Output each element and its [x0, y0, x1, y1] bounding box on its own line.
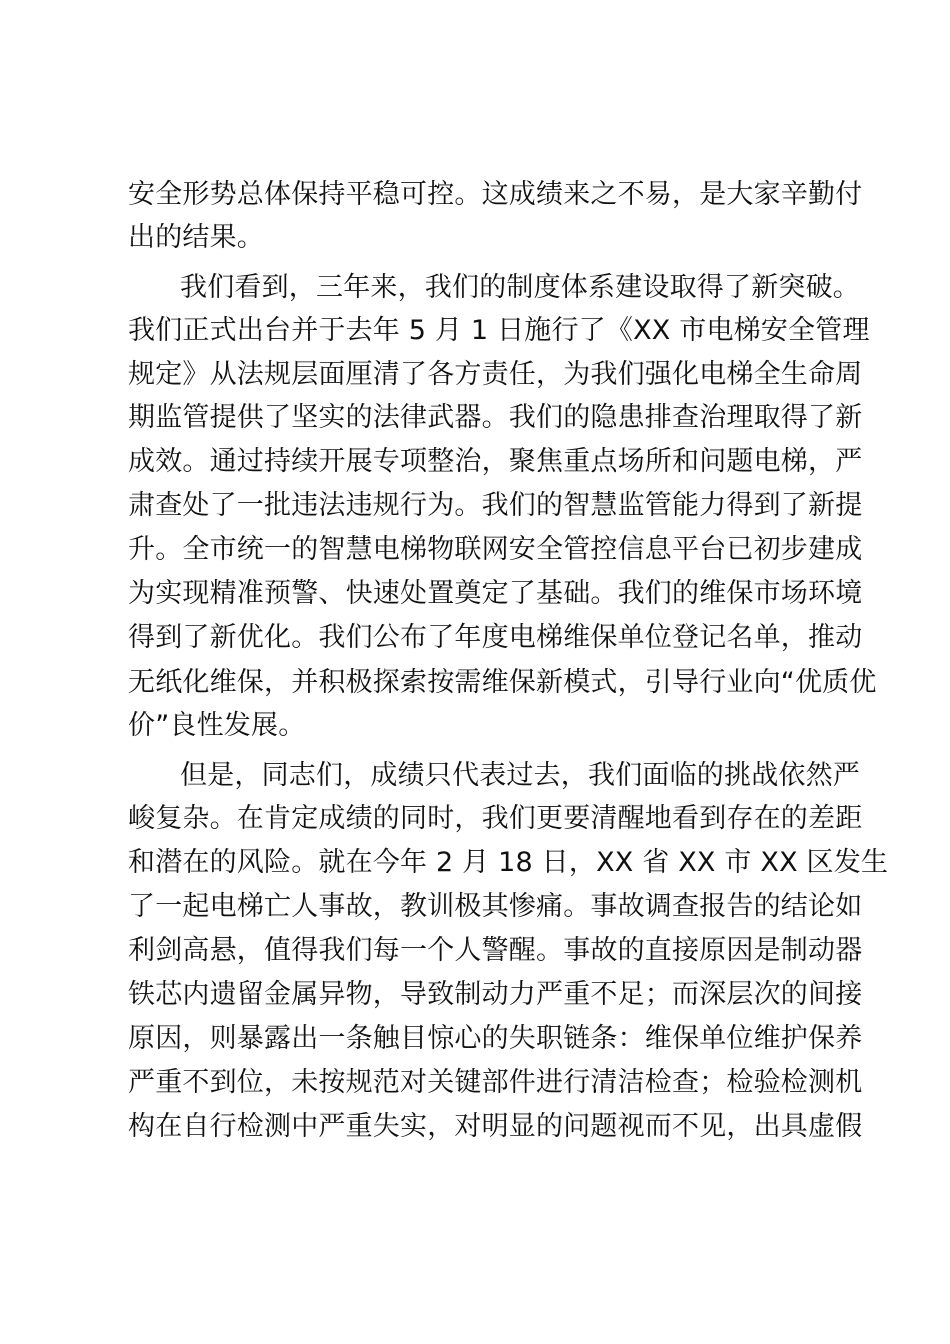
- text-line: 得到了新优化。我们公布了年度电梯维保单位登记名单，推动: [128, 622, 863, 653]
- text-line: 原因，则暴露出一条触目惊心的失职链条：维保单位维护保养: [128, 1023, 863, 1054]
- text-line: 我们正式出台并于去年 5 月 1 日施行了《XX 市电梯安全管理: [128, 315, 870, 346]
- text-line: 铁芯内遗留金属异物，导致制动力严重不足；而深层次的间接: [128, 979, 863, 1010]
- text-line: 成效。通过持续开展专项整治，聚焦重点场所和问题电梯，严: [128, 446, 863, 477]
- text-line: 利剑高悬，值得我们每一个人警醒。事故的直接原因是制动器: [128, 935, 863, 966]
- text-line: 为实现精准预警、快速处置奠定了基础。我们的维保市场环境: [128, 578, 863, 609]
- text-line: 升。全市统一的智慧电梯物联网安全管控信息平台已初步建成: [128, 534, 863, 565]
- text-line: 了一起电梯亡人事故，教训极其惨痛。事故调查报告的结论如: [128, 891, 863, 922]
- text-line: 期监管提供了坚实的法律武器。我们的隐患排查治理取得了新: [128, 402, 863, 433]
- paragraph-start-line: 但是，同志们，成绩只代表过去，我们面临的挑战依然严: [180, 760, 860, 791]
- text-line: 安全形势总体保持平稳可控。这成绩来之不易，是大家辛勤付: [128, 179, 863, 210]
- text-line: 严重不到位，未按规范对关键部件进行清洁检查；检验检测机: [128, 1067, 863, 1098]
- text-line: 出的结果。: [128, 222, 264, 253]
- text-line: 价”良性发展。: [128, 710, 306, 741]
- text-line: 峻复杂。在肯定成绩的同时，我们更要清醒地看到存在的差距: [128, 803, 863, 834]
- text-line: 构在自行检测中严重失实，对明显的问题视而不见，出具虚假: [128, 1111, 863, 1142]
- paragraph-start-line: 我们看到，三年来，我们的制度体系建设取得了新突破。: [180, 272, 860, 303]
- text-line: 规定》从法规层面厘清了各方责任，为我们强化电梯全生命周: [128, 359, 863, 390]
- text-line: 无纸化维保，并积极探索按需维保新模式，引导行业向“优质优: [128, 667, 877, 698]
- text-line: 肃查处了一批违法违规行为。我们的智慧监管能力得到了新提: [128, 490, 863, 521]
- text-line: 和潜在的风险。就在今年 2 月 18 日，XX 省 XX 市 XX 区发生: [128, 847, 889, 878]
